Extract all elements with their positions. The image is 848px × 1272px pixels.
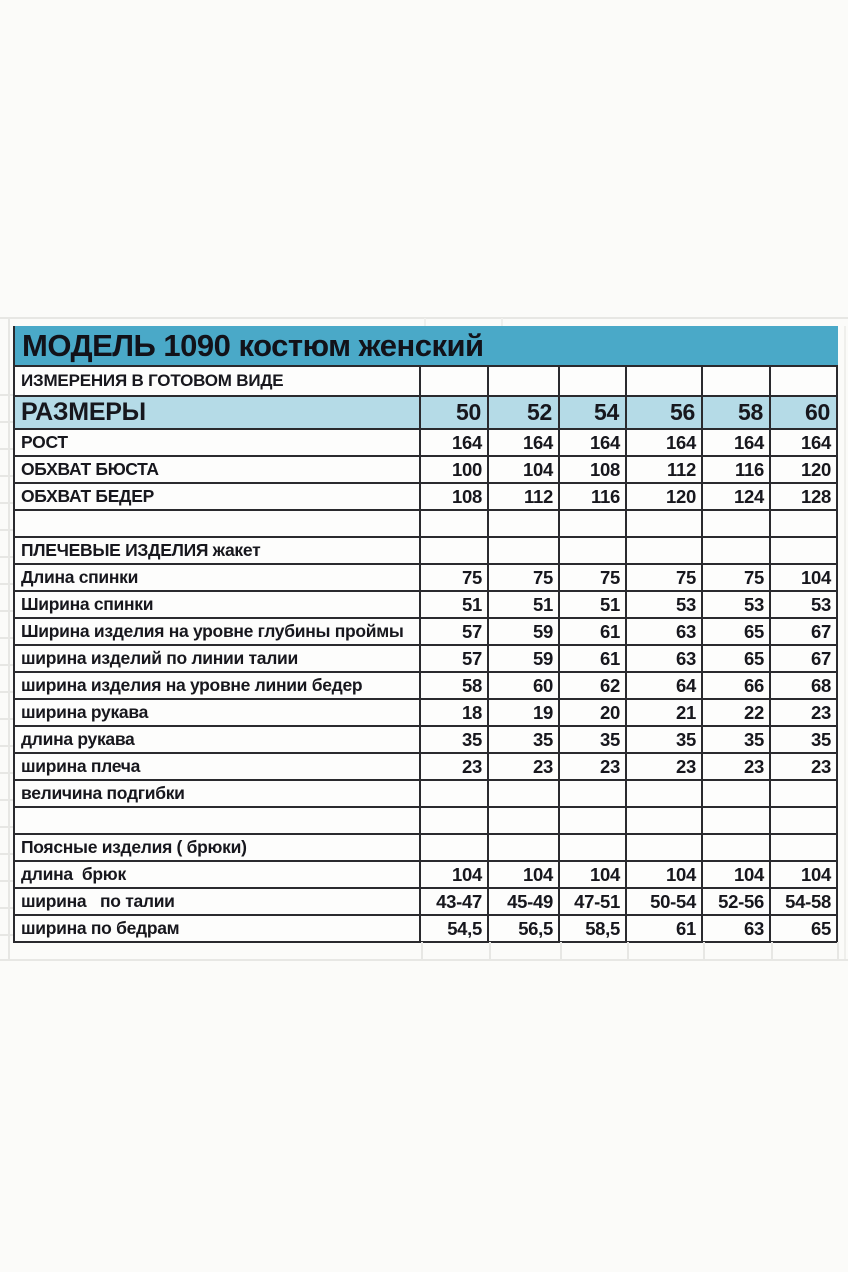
value-cell: 35 bbox=[560, 727, 627, 754]
value-cell bbox=[489, 808, 560, 835]
value-cell: 35 bbox=[421, 727, 489, 754]
value-cell: 63 bbox=[627, 619, 703, 646]
value-cell: 53 bbox=[627, 592, 703, 619]
gridline-stub bbox=[837, 942, 839, 959]
value-cell: 104 bbox=[703, 862, 771, 889]
row-label-cell: Поясные изделия ( брюки) bbox=[13, 835, 421, 862]
value-cell: 58 bbox=[421, 673, 489, 700]
value-cell: 23 bbox=[627, 754, 703, 781]
value-cell bbox=[560, 808, 627, 835]
value-cell bbox=[703, 538, 771, 565]
value-cell: 51 bbox=[560, 592, 627, 619]
row-label-cell: ширина изделий по линии талии bbox=[13, 646, 421, 673]
value-cell: 112 bbox=[627, 457, 703, 484]
value-cell: 58,5 bbox=[560, 916, 627, 943]
value-cell: 164 bbox=[489, 430, 560, 457]
row-label-cell: ширина рукава bbox=[13, 700, 421, 727]
value-cell: 67 bbox=[771, 646, 838, 673]
value-cell bbox=[771, 511, 838, 538]
value-cell: 104 bbox=[771, 565, 838, 592]
value-cell: 35 bbox=[771, 727, 838, 754]
row-label-cell: ПЛЕЧЕВЫЕ ИЗДЕЛИЯ жакет bbox=[13, 538, 421, 565]
value-cell: 51 bbox=[489, 592, 560, 619]
value-cell bbox=[771, 808, 838, 835]
row-label-cell: величина подгибки bbox=[13, 781, 421, 808]
row-label-cell: ширина по бедрам bbox=[13, 916, 421, 943]
empty-cell bbox=[489, 367, 560, 397]
empty-cell bbox=[703, 367, 771, 397]
value-cell bbox=[421, 808, 489, 835]
value-cell bbox=[421, 538, 489, 565]
value-cell: 108 bbox=[421, 484, 489, 511]
size-column-header: 50 bbox=[421, 397, 489, 430]
value-cell bbox=[771, 781, 838, 808]
value-cell: 164 bbox=[703, 430, 771, 457]
value-cell: 23 bbox=[489, 754, 560, 781]
empty-cell bbox=[421, 367, 489, 397]
value-cell: 54,5 bbox=[421, 916, 489, 943]
gridline-stub bbox=[421, 942, 423, 959]
value-cell: 45-49 bbox=[489, 889, 560, 916]
value-cell: 23 bbox=[771, 754, 838, 781]
row-label-cell bbox=[13, 808, 421, 835]
table-subtitle: ИЗМЕРЕНИЯ В ГОТОВОМ ВИДЕ bbox=[13, 367, 421, 397]
row-label-cell bbox=[13, 511, 421, 538]
value-cell: 59 bbox=[489, 619, 560, 646]
row-label-cell: Ширина изделия на уровне глубины проймы bbox=[13, 619, 421, 646]
value-cell: 56,5 bbox=[489, 916, 560, 943]
value-cell: 75 bbox=[489, 565, 560, 592]
value-cell bbox=[627, 538, 703, 565]
value-cell: 66 bbox=[703, 673, 771, 700]
empty-cell bbox=[771, 367, 838, 397]
value-cell bbox=[703, 835, 771, 862]
value-cell: 120 bbox=[627, 484, 703, 511]
value-cell: 57 bbox=[421, 619, 489, 646]
empty-cell bbox=[627, 367, 703, 397]
value-cell: 164 bbox=[560, 430, 627, 457]
gridline-stub bbox=[489, 942, 491, 959]
value-cell: 65 bbox=[771, 916, 838, 943]
value-cell bbox=[560, 511, 627, 538]
value-cell: 20 bbox=[560, 700, 627, 727]
row-label-cell: длина брюк bbox=[13, 862, 421, 889]
value-cell: 63 bbox=[627, 646, 703, 673]
value-cell: 52-56 bbox=[703, 889, 771, 916]
value-cell: 75 bbox=[421, 565, 489, 592]
value-cell: 18 bbox=[421, 700, 489, 727]
value-cell: 104 bbox=[771, 862, 838, 889]
value-cell: 104 bbox=[421, 862, 489, 889]
value-cell: 108 bbox=[560, 457, 627, 484]
value-cell bbox=[627, 781, 703, 808]
value-cell: 35 bbox=[627, 727, 703, 754]
value-cell: 23 bbox=[771, 700, 838, 727]
value-cell: 104 bbox=[627, 862, 703, 889]
row-label-cell: РОСТ bbox=[13, 430, 421, 457]
value-cell: 62 bbox=[560, 673, 627, 700]
value-cell bbox=[627, 835, 703, 862]
value-cell: 23 bbox=[703, 754, 771, 781]
value-cell: 60 bbox=[489, 673, 560, 700]
value-cell bbox=[560, 835, 627, 862]
value-cell: 164 bbox=[627, 430, 703, 457]
value-cell: 61 bbox=[560, 646, 627, 673]
value-cell bbox=[703, 511, 771, 538]
value-cell: 43-47 bbox=[421, 889, 489, 916]
row-label-cell: ширина изделия на уровне линии бедер bbox=[13, 673, 421, 700]
value-cell bbox=[421, 781, 489, 808]
value-cell: 104 bbox=[489, 862, 560, 889]
value-cell: 54-58 bbox=[771, 889, 838, 916]
value-cell: 112 bbox=[489, 484, 560, 511]
row-label-cell: ширина по талии bbox=[13, 889, 421, 916]
value-cell: 35 bbox=[703, 727, 771, 754]
value-cell bbox=[421, 511, 489, 538]
table-title: МОДЕЛЬ 1090 костюм женский bbox=[13, 326, 838, 367]
row-label-cell: Ширина спинки bbox=[13, 592, 421, 619]
value-cell: 164 bbox=[771, 430, 838, 457]
value-cell: 19 bbox=[489, 700, 560, 727]
row-label-cell: Длина спинки bbox=[13, 565, 421, 592]
value-cell: 61 bbox=[560, 619, 627, 646]
gridline-stub-strip bbox=[0, 369, 13, 943]
row-label-cell: ОБХВАТ БЕДЕР bbox=[13, 484, 421, 511]
sizes-header-label: РАЗМЕРЫ bbox=[13, 397, 421, 430]
value-cell bbox=[627, 511, 703, 538]
value-cell bbox=[421, 835, 489, 862]
value-cell: 51 bbox=[421, 592, 489, 619]
value-cell: 75 bbox=[560, 565, 627, 592]
value-cell bbox=[771, 835, 838, 862]
value-cell bbox=[560, 538, 627, 565]
gridline-stub bbox=[501, 318, 503, 326]
size-column-header: 52 bbox=[489, 397, 560, 430]
gridline-stub bbox=[424, 318, 426, 326]
value-cell: 22 bbox=[703, 700, 771, 727]
row-label-cell: длина рукава bbox=[13, 727, 421, 754]
value-cell: 164 bbox=[421, 430, 489, 457]
value-cell: 75 bbox=[703, 565, 771, 592]
value-cell: 53 bbox=[703, 592, 771, 619]
value-cell: 124 bbox=[703, 484, 771, 511]
gridline-stub bbox=[703, 942, 705, 959]
value-cell: 65 bbox=[703, 646, 771, 673]
value-cell: 53 bbox=[771, 592, 838, 619]
value-cell: 23 bbox=[560, 754, 627, 781]
gridline-stub bbox=[627, 942, 629, 959]
value-cell: 120 bbox=[771, 457, 838, 484]
value-cell: 116 bbox=[560, 484, 627, 511]
value-cell: 128 bbox=[771, 484, 838, 511]
value-cell: 67 bbox=[771, 619, 838, 646]
value-cell: 75 bbox=[627, 565, 703, 592]
value-cell: 21 bbox=[627, 700, 703, 727]
value-cell: 104 bbox=[560, 862, 627, 889]
value-cell bbox=[771, 538, 838, 565]
value-cell bbox=[489, 781, 560, 808]
size-table bbox=[13, 326, 838, 943]
value-cell: 63 bbox=[703, 916, 771, 943]
empty-cell bbox=[560, 367, 627, 397]
value-cell: 61 bbox=[627, 916, 703, 943]
value-cell bbox=[489, 511, 560, 538]
size-column-header: 60 bbox=[771, 397, 838, 430]
value-cell: 23 bbox=[421, 754, 489, 781]
value-cell: 68 bbox=[771, 673, 838, 700]
value-cell: 65 bbox=[703, 619, 771, 646]
row-label-cell: ширина плеча bbox=[13, 754, 421, 781]
value-cell: 59 bbox=[489, 646, 560, 673]
value-cell: 57 bbox=[421, 646, 489, 673]
gridline-stub bbox=[560, 942, 562, 959]
gridline-right bbox=[844, 326, 846, 960]
value-cell: 100 bbox=[421, 457, 489, 484]
value-cell: 116 bbox=[703, 457, 771, 484]
value-cell: 64 bbox=[627, 673, 703, 700]
value-cell bbox=[627, 808, 703, 835]
gridline-stub bbox=[771, 942, 773, 959]
value-cell: 35 bbox=[489, 727, 560, 754]
gridline-bottom bbox=[0, 959, 848, 961]
value-cell bbox=[489, 835, 560, 862]
value-cell bbox=[703, 781, 771, 808]
size-column-header: 54 bbox=[560, 397, 627, 430]
value-cell: 47-51 bbox=[560, 889, 627, 916]
value-cell bbox=[489, 538, 560, 565]
size-column-header: 56 bbox=[627, 397, 703, 430]
value-cell bbox=[560, 781, 627, 808]
value-cell: 104 bbox=[489, 457, 560, 484]
size-column-header: 58 bbox=[703, 397, 771, 430]
row-label-cell: ОБХВАТ БЮСТА bbox=[13, 457, 421, 484]
value-cell: 50-54 bbox=[627, 889, 703, 916]
value-cell bbox=[703, 808, 771, 835]
